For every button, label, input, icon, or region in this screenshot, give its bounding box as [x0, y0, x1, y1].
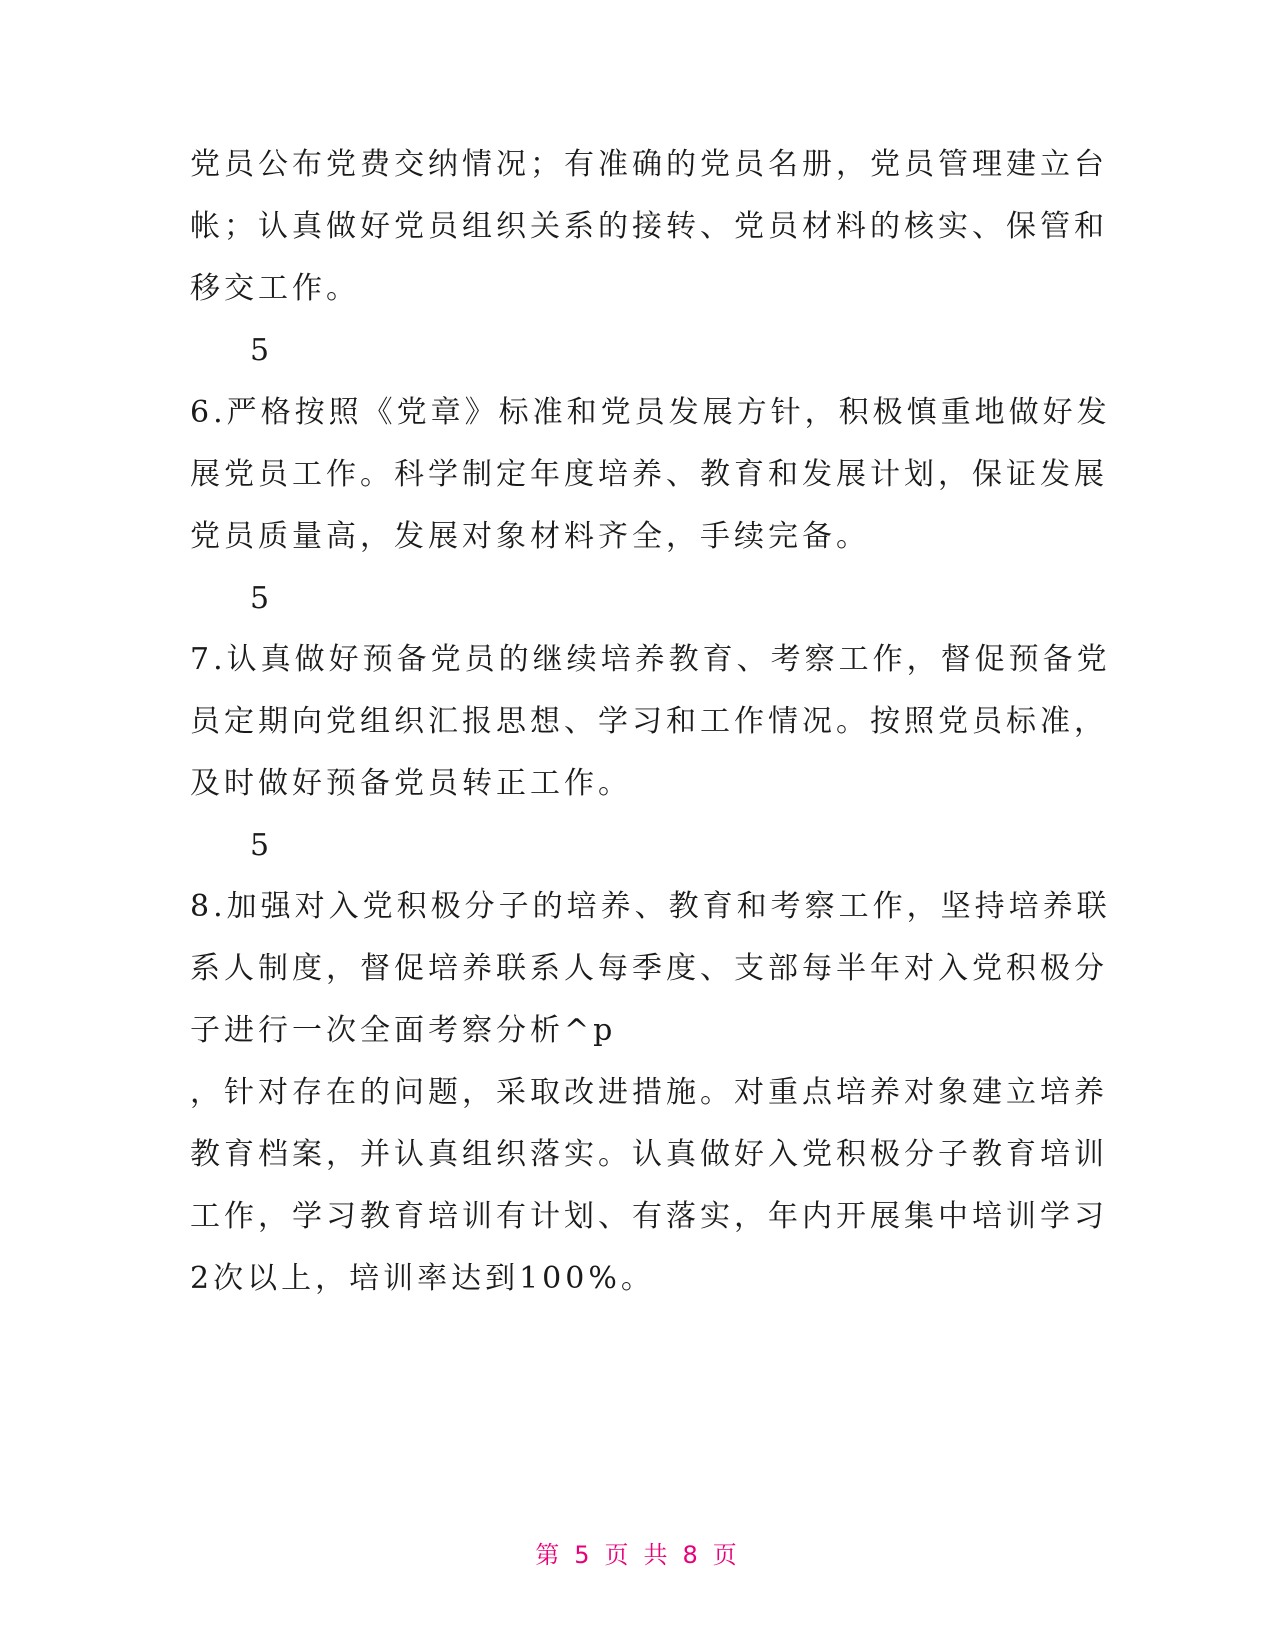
body-line: 及时做好预备党员转正工作。: [190, 766, 632, 801]
body-line: 子进行一次全面考察分析^p: [190, 1013, 617, 1048]
footer-total-pages: 8: [682, 1541, 701, 1569]
score-value: 5: [250, 333, 274, 368]
body-line: 2次以上，培训率达到100%。: [190, 1261, 655, 1296]
body-line: 帐；认真做好党员组织关系的接转、党员材料的核实、保管和: [190, 209, 1108, 244]
score-value: 5: [250, 828, 274, 863]
body-line: 党员质量高，发展对象材料齐全，手续完备。: [190, 519, 870, 554]
item-6-line: 6.严格按照《党章》标准和党员发展方针，积极慎重地做好发: [190, 395, 1111, 430]
body-line: 展党员工作。科学制定年度培养、教育和发展计划，保证发展: [190, 457, 1108, 492]
score-value: 5: [250, 581, 274, 616]
item-7-line: 7.认真做好预备党员的继续培养教育、考察工作，督促预备党: [190, 642, 1111, 677]
body-line: 党员公布党费交纳情况；有准确的党员名册，党员管理建立台: [190, 147, 1108, 182]
item-8-line: 8.加强对入党积极分子的培养、教育和考察工作，坚持培养联: [190, 889, 1111, 924]
body-line: 系人制度，督促培养联系人每季度、支部每半年对入党积极分: [190, 951, 1108, 986]
body-line: 教育档案，并认真组织落实。认真做好入党积极分子教育培训: [190, 1137, 1108, 1172]
footer-page-word: 页: [604, 1541, 632, 1569]
footer-total-word: 共: [643, 1541, 671, 1569]
footer-current-page: 5: [574, 1541, 593, 1569]
body-line: 工作，学习教育培训有计划、有落实，年内开展集中培训学习: [190, 1199, 1108, 1234]
body-line: ，针对存在的问题，采取改进措施。对重点培养对象建立培养: [190, 1075, 1108, 1110]
page-footer: [0, 1535, 1275, 1570]
footer-suffix: 页: [712, 1541, 740, 1569]
footer-prefix: 第: [535, 1541, 563, 1569]
body-line: 员定期向党组织汇报思想、学习和工作情况。按照党员标准，: [190, 704, 1108, 739]
body-line: 移交工作。: [190, 271, 360, 306]
